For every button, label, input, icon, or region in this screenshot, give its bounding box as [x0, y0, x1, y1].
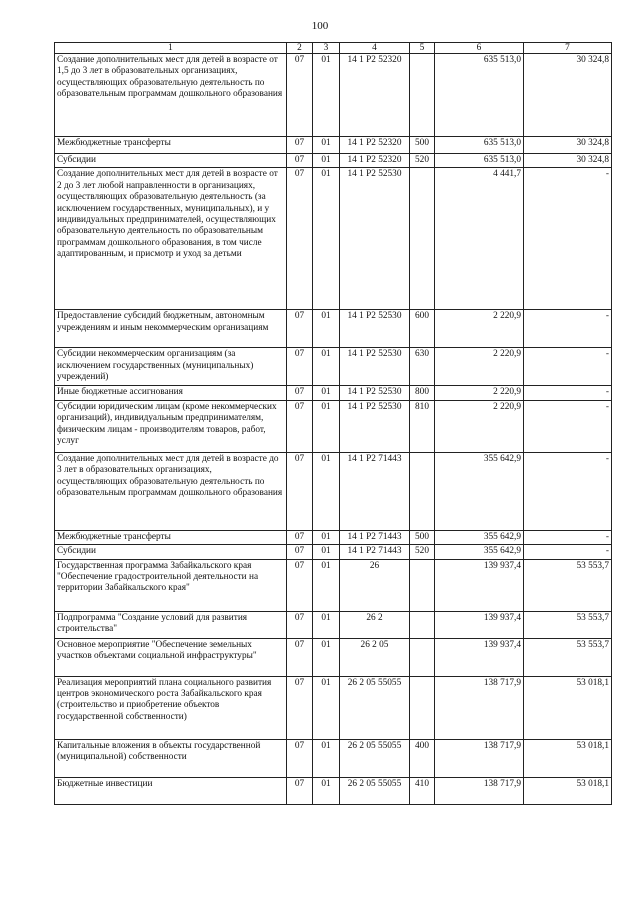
table-row: [55, 611, 612, 638]
table-row: [55, 310, 612, 348]
table-row: [55, 137, 612, 154]
target-article-code: 14 1 Р2 52320: [340, 137, 410, 154]
target-article-code: 14 1 Р2 52530: [340, 310, 410, 348]
subsection-code: 01: [313, 54, 340, 137]
expense-type-code: 400: [410, 739, 435, 777]
section-code: 07: [287, 559, 313, 611]
subsection-code: 01: [313, 154, 340, 168]
target-article-code: 26: [340, 559, 410, 611]
target-article-code: 26 2 05 55055: [340, 739, 410, 777]
row-name: Основное мероприятие "Обеспечение земельных участков объектами социальной инфраструктуры": [55, 638, 287, 676]
target-article-code: 26 2 05 55055: [340, 676, 410, 739]
amount-year-2: -: [524, 348, 612, 386]
row-name: Создание дополнительных мест для детей в возрасте до 3 лет в образовательных организациях, осуществляющих образовательную деятельность по образовательным программам дошкольного образования: [55, 452, 287, 530]
subsection-code: 01: [313, 611, 340, 638]
column-header: 7: [524, 43, 612, 54]
amount-year-1: 4 441,7: [435, 168, 524, 310]
amount-year-1: 355 642,9: [435, 545, 524, 559]
expense-type-code: 520: [410, 545, 435, 559]
expense-type-code: [410, 452, 435, 530]
row-name: Субсидии: [55, 154, 287, 168]
section-code: 07: [287, 310, 313, 348]
section-code: 07: [287, 638, 313, 676]
target-article-code: 14 1 Р2 71443: [340, 545, 410, 559]
table-row: [55, 739, 612, 777]
section-code: 07: [287, 611, 313, 638]
expense-type-code: 520: [410, 154, 435, 168]
subsection-code: 01: [313, 137, 340, 154]
section-code: 07: [287, 452, 313, 530]
expense-type-code: 500: [410, 137, 435, 154]
row-name: Субсидии некоммерческим организациям (за исключением государственных (муниципальных) учреждений): [55, 348, 287, 386]
row-name: Реализация мероприятий плана социального развития центров экономического роста Забайкальского края (строительство и приобретение объектов государственной собственности): [55, 676, 287, 739]
subsection-code: 01: [313, 348, 340, 386]
row-name: Иные бюджетные ассигнования: [55, 386, 287, 400]
amount-year-1: 139 937,4: [435, 559, 524, 611]
target-article-code: 14 1 Р2 52320: [340, 54, 410, 137]
amount-year-1: 139 937,4: [435, 611, 524, 638]
amount-year-2: -: [524, 452, 612, 530]
subsection-code: 01: [313, 310, 340, 348]
expense-type-code: 500: [410, 530, 435, 544]
amount-year-2: 53 553,7: [524, 559, 612, 611]
amount-year-1: 138 717,9: [435, 739, 524, 777]
row-name: Государственная программа Забайкальского края "Обеспечение градостроительной деятельности на территории Забайкальского края": [55, 559, 287, 611]
table-row: [55, 154, 612, 168]
section-code: 07: [287, 54, 313, 137]
subsection-code: 01: [313, 452, 340, 530]
target-article-code: 14 1 Р2 52530: [340, 400, 410, 452]
row-name: Капитальные вложения в объекты государственной (муниципальной) собственности: [55, 739, 287, 777]
section-code: 07: [287, 386, 313, 400]
target-article-code: 26 2 05 55055: [340, 777, 410, 804]
row-name: Создание дополнительных мест для детей в возрасте от 1,5 до 3 лет в образовательных организациях, осуществляющих образовательную деятельность по образовательным программам дошкольного образования: [55, 54, 287, 137]
expense-type-code: 410: [410, 777, 435, 804]
target-article-code: 14 1 Р2 52530: [340, 386, 410, 400]
amount-year-1: 2 220,9: [435, 348, 524, 386]
table-header-row: [55, 43, 612, 54]
expense-type-code: 600: [410, 310, 435, 348]
amount-year-2: -: [524, 530, 612, 544]
table-row: [55, 676, 612, 739]
table-row: [55, 348, 612, 386]
column-header: 2: [287, 43, 313, 54]
amount-year-1: 2 220,9: [435, 400, 524, 452]
section-code: 07: [287, 400, 313, 452]
amount-year-2: -: [524, 168, 612, 310]
section-code: 07: [287, 168, 313, 310]
budget-table: [54, 42, 612, 805]
section-code: 07: [287, 739, 313, 777]
table-row: [55, 638, 612, 676]
row-name: Межбюджетные трансферты: [55, 530, 287, 544]
section-code: 07: [287, 545, 313, 559]
table-row: [55, 559, 612, 611]
amount-year-2: 53 018,1: [524, 739, 612, 777]
amount-year-1: 635 513,0: [435, 154, 524, 168]
row-name: Субсидии: [55, 545, 287, 559]
table-row: [55, 168, 612, 310]
table-row: [55, 530, 612, 544]
subsection-code: 01: [313, 777, 340, 804]
subsection-code: 01: [313, 638, 340, 676]
row-name: Межбюджетные трансферты: [55, 137, 287, 154]
table-row: [55, 400, 612, 452]
amount-year-1: 139 937,4: [435, 638, 524, 676]
amount-year-1: 355 642,9: [435, 530, 524, 544]
expense-type-code: 630: [410, 348, 435, 386]
amount-year-1: 635 513,0: [435, 54, 524, 137]
amount-year-2: 53 553,7: [524, 638, 612, 676]
row-name: Предоставление субсидий бюджетным, автономным учреждениям и иным некоммерческим организациям: [55, 310, 287, 348]
target-article-code: 14 1 Р2 52530: [340, 168, 410, 310]
target-article-code: 14 1 Р2 71443: [340, 530, 410, 544]
column-header: 1: [55, 43, 287, 54]
amount-year-2: 30 324,8: [524, 137, 612, 154]
expense-type-code: 810: [410, 400, 435, 452]
row-name: Бюджетные инвестиции: [55, 777, 287, 804]
amount-year-2: 30 324,8: [524, 154, 612, 168]
section-code: 07: [287, 676, 313, 739]
table-row: [55, 452, 612, 530]
column-header: 3: [313, 43, 340, 54]
amount-year-1: 355 642,9: [435, 452, 524, 530]
column-header: 4: [340, 43, 410, 54]
section-code: 07: [287, 137, 313, 154]
amount-year-1: 138 717,9: [435, 777, 524, 804]
expense-type-code: [410, 559, 435, 611]
subsection-code: 01: [313, 545, 340, 559]
target-article-code: 14 1 Р2 52530: [340, 348, 410, 386]
amount-year-2: 53 018,1: [524, 777, 612, 804]
amount-year-2: -: [524, 386, 612, 400]
row-name: Создание дополнительных мест для детей в возрасте от 2 до 3 лет любой направленности в организациях, осуществляющих образовательную деятельность (за исключением государственных, муниципальных), и у индивидуальных предпринимателей, осуществляющих образовательную деятельность по образовательным программам дошкольного образования, в том числе адаптированным, и присмотр и уход за детьми: [55, 168, 287, 310]
table-row: [55, 777, 612, 804]
target-article-code: 26 2: [340, 611, 410, 638]
expense-type-code: 800: [410, 386, 435, 400]
subsection-code: 01: [313, 386, 340, 400]
table-row: [55, 54, 612, 137]
amount-year-1: 2 220,9: [435, 386, 524, 400]
target-article-code: 14 1 Р2 71443: [340, 452, 410, 530]
amount-year-1: 635 513,0: [435, 137, 524, 154]
amount-year-2: -: [524, 545, 612, 559]
row-name: Подпрограмма "Создание условий для развития строительства": [55, 611, 287, 638]
amount-year-2: -: [524, 310, 612, 348]
table-row: [55, 545, 612, 559]
subsection-code: 01: [313, 530, 340, 544]
subsection-code: 01: [313, 676, 340, 739]
target-article-code: 14 1 Р2 52320: [340, 154, 410, 168]
section-code: 07: [287, 154, 313, 168]
section-code: 07: [287, 777, 313, 804]
row-name: Субсидии юридическим лицам (кроме некоммерческих организаций), индивидуальным предпринимателям, физическим лицам - производителям товаров, работ, услуг: [55, 400, 287, 452]
section-code: 07: [287, 530, 313, 544]
expense-type-code: [410, 168, 435, 310]
amount-year-2: -: [524, 400, 612, 452]
amount-year-2: 30 324,8: [524, 54, 612, 137]
amount-year-1: 138 717,9: [435, 676, 524, 739]
subsection-code: 01: [313, 559, 340, 611]
table-row: [55, 386, 612, 400]
subsection-code: 01: [313, 739, 340, 777]
amount-year-1: 2 220,9: [435, 310, 524, 348]
amount-year-2: 53 553,7: [524, 611, 612, 638]
expense-type-code: [410, 611, 435, 638]
section-code: 07: [287, 348, 313, 386]
page-number: 100: [311, 20, 329, 32]
subsection-code: 01: [313, 168, 340, 310]
expense-type-code: [410, 676, 435, 739]
expense-type-code: [410, 54, 435, 137]
target-article-code: 26 2 05: [340, 638, 410, 676]
column-header: 6: [435, 43, 524, 54]
expense-type-code: [410, 638, 435, 676]
amount-year-2: 53 018,1: [524, 676, 612, 739]
subsection-code: 01: [313, 400, 340, 452]
column-header: 5: [410, 43, 435, 54]
